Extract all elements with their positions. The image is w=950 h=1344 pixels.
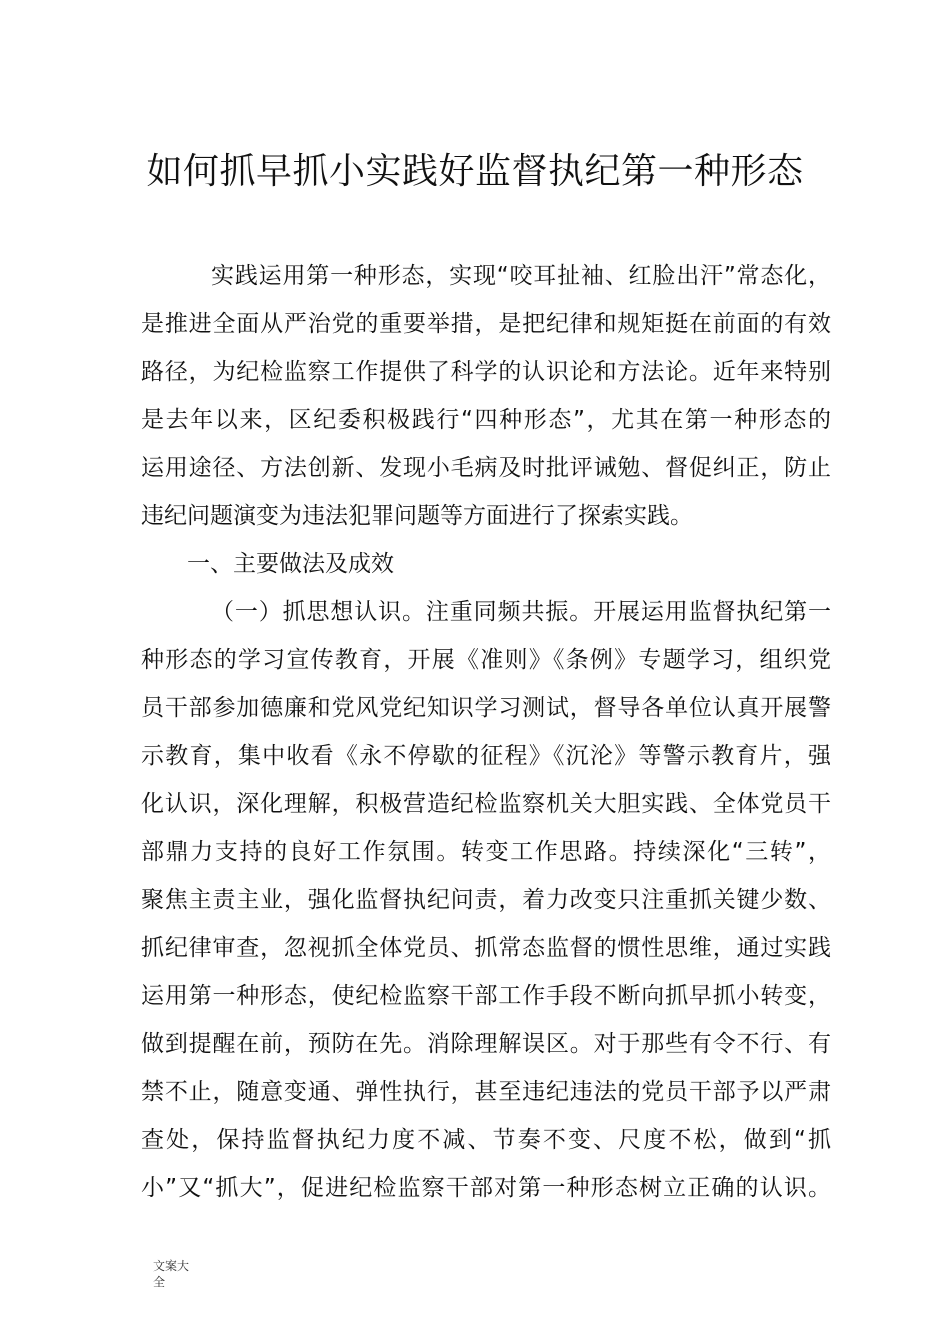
document-body bbox=[141, 252, 831, 1212]
text-line: 运用第一种形态，使纪检监察干部工作手段不断向抓早抓小转变， bbox=[141, 983, 831, 1009]
text-line: 部鼎力支持的良好工作氛围。转变工作思路。持续深化“三转”， bbox=[141, 839, 831, 865]
text-line: 种形态的学习宣传教育，开展《准则》《条例》专题学习，组织党 bbox=[141, 647, 831, 673]
text-line: 聚焦主责主业，强化监督执纪问责，着力改变只注重抓关键少数、 bbox=[141, 887, 831, 913]
text-line: （一）抓思想认识。注重同频共振。开展运用监督执纪第一 bbox=[211, 599, 831, 625]
page-footer: 文案大全 bbox=[153, 1259, 190, 1289]
text-line: 抓纪律审查，忽视抓全体党员、抓常态监督的惯性思维，通过实践 bbox=[141, 935, 831, 961]
text-line: 化认识，深化理解，积极营造纪检监察机关大胆实践、全体党员干 bbox=[141, 791, 831, 817]
section-heading: 一、主要做法及成效 bbox=[187, 551, 394, 577]
text-line: 示教育，集中收看《永不停歇的征程》《沉沦》等警示教育片，强 bbox=[141, 743, 831, 769]
text-line: 路径，为纪检监察工作提供了科学的认识论和方法论。近年来特别 bbox=[141, 359, 831, 385]
text-line: 禁不止，随意变通、弹性执行，甚至违纪违法的党员干部予以严肃 bbox=[141, 1079, 831, 1105]
text-line: 查处，保持监督执纪力度不减、节奏不变、尺度不松，做到“抓 bbox=[141, 1127, 831, 1153]
text-line: 员干部参加德廉和党风党纪知识学习测试，督导各单位认真开展警 bbox=[141, 695, 831, 721]
text-line: 是推进全面从严治党的重要举措，是把纪律和规矩挺在前面的有效 bbox=[141, 311, 831, 337]
text-line: 违纪问题演变为违法犯罪问题等方面进行了探索实践。 bbox=[141, 503, 693, 529]
document-title: 如何抓早抓小实践好监督执纪第一种形态 bbox=[146, 151, 804, 192]
text-line: 运用途径、方法创新、发现小毛病及时批评诫勉、督促纠正，防止 bbox=[141, 455, 831, 481]
text-line: 小”又“抓大”，促进纪检监察干部对第一种形态树立正确的认识。 bbox=[141, 1175, 831, 1201]
text-line: 做到提醒在前，预防在先。消除理解误区。对于那些有令不行、有 bbox=[141, 1031, 831, 1057]
text-line: 是去年以来，区纪委积极践行“四种形态”，尤其在第一种形态的 bbox=[141, 407, 831, 433]
text-line: 实践运用第一种形态，实现“咬耳扯袖、红脸出汗”常态化， bbox=[211, 263, 831, 289]
